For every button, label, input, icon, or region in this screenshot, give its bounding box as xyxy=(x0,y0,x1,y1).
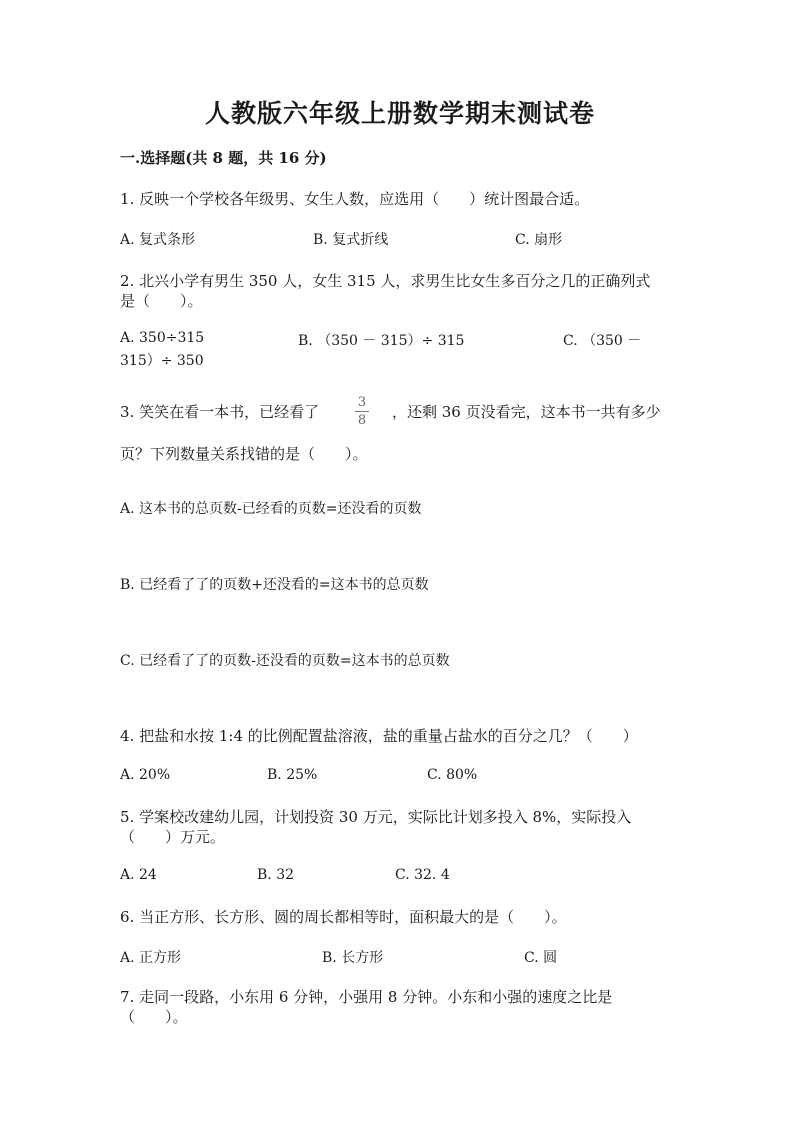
question-1-option-a: A. 复式条形 xyxy=(120,232,196,248)
fraction-three-eighths xyxy=(355,396,369,427)
fraction-bar xyxy=(355,411,369,412)
question-4-option-a: A. 20% xyxy=(120,767,171,783)
question-6-option-a: A. 正方形 xyxy=(120,950,182,966)
fraction-numerator: 3 xyxy=(357,395,367,410)
question-7-line-2: （ ）。 xyxy=(120,1008,188,1026)
question-5-line-1: 5. 学案校改建幼儿园，计划投资 30 万元，实际比计划多投入 8%，实际投入 xyxy=(120,808,632,826)
question-5-line-2: （ ）万元。 xyxy=(120,828,226,846)
question-1-option-c: C. 扇形 xyxy=(515,232,563,248)
question-2-line-2: 是（ ）。 xyxy=(120,292,203,310)
question-3-text-start: 3. 笑笑在看一本书，已经看了 xyxy=(120,403,320,421)
section-heading: 一.选择题(共 8 题，共 16 分) xyxy=(120,149,327,167)
question-6-option-b: B. 长方形 xyxy=(322,950,384,966)
question-3-option-b: B. 已经看了了的页数+还没看的=这本书的总页数 xyxy=(120,577,429,593)
question-4-text: 4. 把盐和水按 1:4 的比例配置盐溶液，盐的重量占盐水的百分之几？（ ） xyxy=(120,727,638,745)
question-5-option-b: B. 32 xyxy=(257,867,295,883)
question-2-option-a: A. 350÷315 xyxy=(120,330,205,346)
question-3-option-a: A. 这本书的总页数-已经看的页数=还没看的页数 xyxy=(120,501,422,517)
question-3-text-end: ，还剩 36 页没看完，这本书一共有多少 xyxy=(392,403,661,421)
question-5-option-a: A. 24 xyxy=(120,867,157,883)
question-2-line-1: 2. 北兴小学有男生 350 人，女生 315 人，求男生比女生多百分之几的正确列式 xyxy=(120,272,651,290)
question-5-option-c: C. 32. 4 xyxy=(395,867,450,883)
fraction-denominator: 8 xyxy=(357,413,367,428)
question-3-option-c: C. 已经看了了的页数-还没看的页数=这本书的总页数 xyxy=(120,653,450,669)
question-6-text: 6. 当正方形、长方形、圆的周长都相等时，面积最大的是（ ）。 xyxy=(120,908,567,926)
question-3-line-2: 页？下列数量关系找错的是（ ）。 xyxy=(120,445,368,463)
page-title: 人教版六年级上册数学期末测试卷 xyxy=(204,99,595,128)
question-1-text: 1. 反映一个学校各年级男、女生人数，应选用（ ）统计图最合适。 xyxy=(120,190,590,208)
question-2-option-c-continued: 315）÷ 350 xyxy=(120,353,204,369)
question-6-option-c: C. 圆 xyxy=(524,950,558,966)
question-7-line-1: 7. 走同一段路，小东用 6 分钟，小强用 8 分钟。小东和小强的速度之比是 xyxy=(120,988,613,1006)
question-1-option-b: B. 复式折线 xyxy=(313,232,389,248)
question-4-option-b: B. 25% xyxy=(267,767,318,783)
question-4-option-c: C. 80% xyxy=(427,767,478,783)
question-2-option-c: C. （350 － xyxy=(563,333,642,349)
question-2-option-b: B. （350 － 315）÷ 315 xyxy=(298,333,465,349)
